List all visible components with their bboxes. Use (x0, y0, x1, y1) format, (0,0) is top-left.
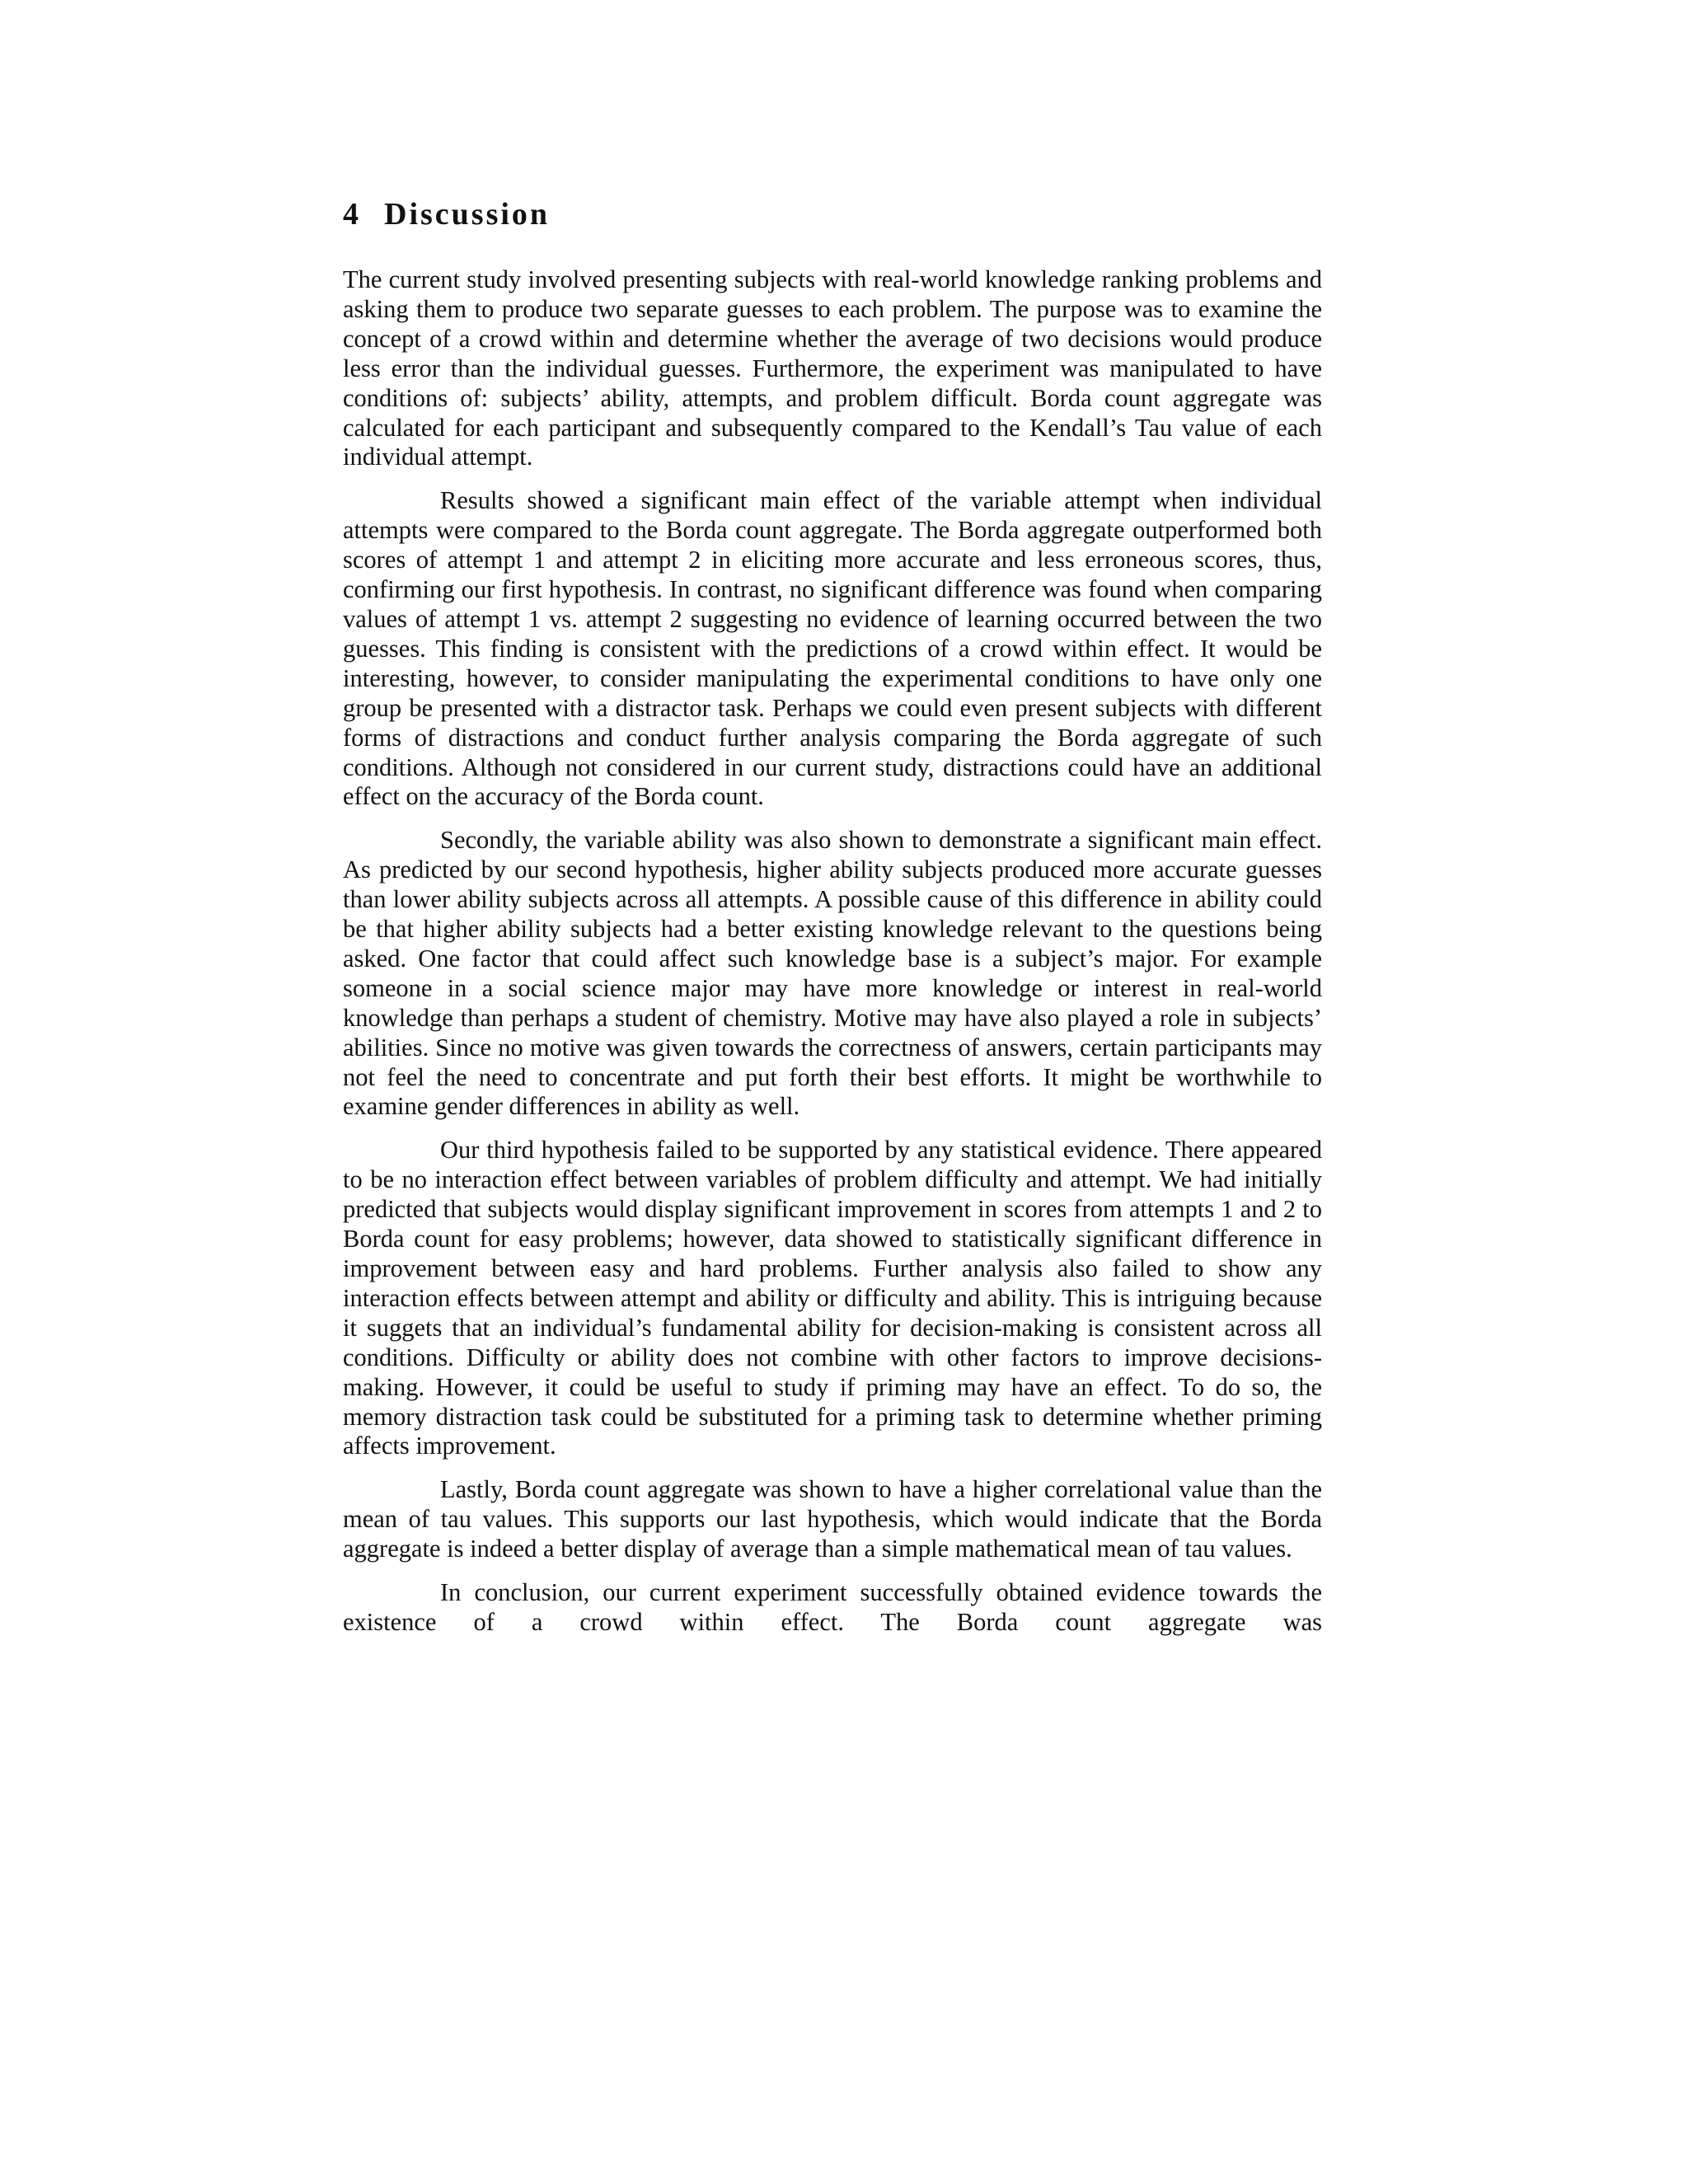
paragraph-2: Results showed a significant main effect of the variable attempt when individual attempts were compared to the Borda count aggregate. The Borda aggregate outperformed both scores of attempt 1 and attempt 2 in eliciting more accurate and less erroneous scores, thus, confirming our first hypothesis. In contrast, no significant difference was found when comparing values of attempt 1 vs. attempt 2 suggesting no evidence of learning occurred between the two guesses. This finding is consistent with the predictions of a crowd within effect. It would be interesting, however, to consider manipulating the experimental conditions to have only one group be presented with a distractor task. Perhaps we could even present subjects with different forms of distractions and conduct further analysis comparing the Borda aggregate of such conditions. Although not considered in our current study, distractions could have an additional effect on the accuracy of the Borda count. (343, 486, 1322, 811)
section-number: 4 (343, 197, 361, 232)
section-heading (343, 194, 1322, 234)
paragraph-4: Our third hypothesis failed to be supported by any statistical evidence. There appeared to be no interaction effect between variables of problem difficulty and attempt. We had initially predicted that subjects would display significant improvement in scores from attempts 1 and 2 to Borda count for easy problems; however, data showed to statistically significant difference in improvement between easy and hard problems. Further analysis also failed to show any interaction effects between attempt and ability or difficulty and ability. This is intriguing because it suggets that an individual’s fundamental ability for decision-making is consistent across all conditions. Difficulty or ability does not combine with other factors to improve decisions-making. However, it could be useful to study if priming may have an effect. To do so, the memory distraction task could be substituted for a priming task to determine whether priming affects improvement. (343, 1136, 1322, 1460)
paragraph-6: In conclusion, our current experiment successfully obtained evidence towards the existence of a crowd within effect. The Borda count aggregate was (343, 1578, 1322, 1636)
paragraph-3: Secondly, the variable ability was also shown to demonstrate a significant main effect. As predicted by our second hypothesis, higher ability subjects produced more accurate guesses than lower ability subjects across all attempts. A possible cause of this difference in ability could be that higher ability subjects had a better existing knowledge relevant to the questions being asked. One factor that could affect such knowledge base is a subject’s major. For example someone in a social science major may have more knowledge or interest in real-world knowledge than perhaps a student of chemistry. Motive may have also played a role in subjects’ abilities. Since no motive was given towards the correctness of answers, certain participants may not feel the need to concentrate and put forth their best efforts. It might be worthwhile to examine gender differences in ability as well. (343, 826, 1322, 1121)
page-content (343, 194, 1322, 1652)
section-title: Discussion (384, 197, 551, 232)
paragraph-5: Lastly, Borda count aggregate was shown to have a higher correlational value than the mean of tau values. This supports our last hypothesis, which would indicate that the Borda aggregate is indeed a better display of average than a simple mathematical mean of tau values. (343, 1475, 1322, 1563)
paragraph-1: The current study involved presenting subjects with real-world knowledge ranking problems and asking them to produce two separate guesses to each problem. The purpose was to examine the concept of a crowd within and determine whether the average of two decisions would produce less error than the individual guesses. Furthermore, the experiment was manipulated to have conditions of: subjects’ ability, attempts, and problem difficult. Borda count aggregate was calculated for each participant and subsequently compared to the Kendall’s Tau value of each individual attempt. (343, 265, 1322, 471)
